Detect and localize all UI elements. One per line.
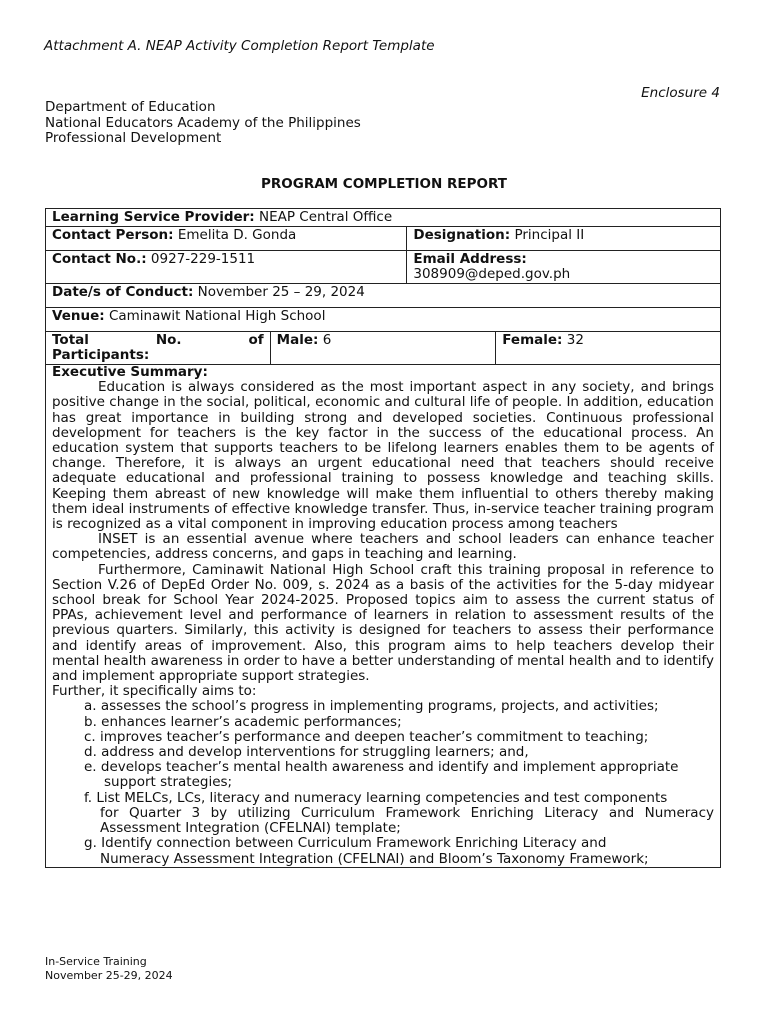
female-cell — [496, 332, 721, 365]
participants-word-1: Total — [52, 332, 89, 348]
participants-word-2: No. — [155, 332, 182, 348]
dates-value: November 25 – 29, 2024 — [197, 284, 365, 300]
provider-row — [46, 209, 721, 227]
objective-item-g: g. Identify connection between Curriculum Framework Enriching Literacy and — [84, 835, 607, 852]
summary-paragraph-2: INSET is an essential avenue where teachers and school leaders can enhance teacher competencies, address concerns, and gaps in teaching and learning. — [52, 531, 714, 563]
page-footer — [45, 955, 173, 983]
objective-item-c: c. improves teacher’s performance and deepen teacher’s commitment to teaching; — [84, 728, 649, 745]
summary-paragraph-3: Furthermore, Caminawit National High School craft this training proposal in reference to Section V.26 of DepEd Order No. 009, s. 2024 as a basis of the activities for the 5-day midyear school break for School Year 2024-2025. Proposed topics aim to assess the current status of PPAs, achievement level and performance of learners in relation to assessment results of the previous quarters. Similarly, this activity is designed for teachers to assess their performance and identify areas of improvement. Also, this program aims to help teachers develop their mental health awareness in order to have a better understanding of mental health and to identify and implement appropriate support strategies. — [52, 561, 714, 685]
summary-heading: Executive Summary: — [52, 364, 208, 380]
objective-item-f-continued: for Quarter 3 by utilizing Curriculum Framework Enriching Literacy and Numeracy Assessment Integration (CFELNAI) template; — [100, 804, 714, 837]
objective-item-e: e. develops teacher’s mental health awareness and identify and implement appropriate — [84, 759, 679, 776]
contact-no-cell — [46, 251, 407, 284]
provider-label: Learning Service Provider: — [52, 209, 255, 225]
dates-cell — [46, 284, 721, 308]
objective-item-g-continued: Numeracy Assessment Integration (CFELNAI) and Bloom’s Taxonomy Framework; — [100, 850, 649, 867]
male-label: Male: — [276, 332, 319, 348]
venue-row — [46, 308, 721, 332]
completion-report-table — [45, 208, 721, 868]
objective-item-a: a. assesses the school’s progress in implementing programs, projects, and activities; — [84, 698, 659, 715]
male-value: 6 — [322, 332, 332, 348]
unit-name: Professional Development — [45, 130, 222, 146]
academy-name: National Educators Academy of the Philippines — [45, 114, 361, 131]
objective-item-f: f. List MELCs, LCs, literacy and numeracy learning competencies and test components — [84, 789, 668, 806]
contact-no-label: Contact No.: — [52, 251, 147, 267]
dates-label: Date/s of Conduct: — [52, 284, 194, 300]
contact-person-value: Emelita D. Gonda — [177, 227, 297, 243]
executive-summary-cell — [46, 365, 721, 868]
venue-value: Caminawit National High School — [108, 308, 326, 324]
designation-cell — [407, 227, 721, 251]
attachment-title: Attachment A. NEAP Activity Completion Report Template — [44, 38, 435, 54]
email-cell — [407, 251, 721, 284]
summary-paragraph-1: Education is always considered as the most important aspect in any society, and brings positive change in the social, political, economic and cultural life of people. In addition, education has great importance in building strong and developed societies. Continuous professional development for teachers is the key factor in the success of the educational process. An education system that supports teachers to be lifelong learners enables them to be agents of change. Therefore, it is always an urgent educational need that teachers should receive adequate educational and professional training to possess knowledge and teaching skills. Keeping them abreast of new knowledge will make them influential to others thereby making them ideal instruments of effective knowledge transfer. Thus, in-service teacher training program is recognized as a vital component in improving education process among teachers — [52, 379, 714, 533]
report-title: PROGRAM COMPLETION REPORT — [260, 176, 508, 192]
summary-row — [46, 365, 721, 868]
objective-item-e-continued: support strategies; — [104, 774, 233, 791]
email-label: Email Address: — [413, 251, 527, 267]
footer-training-dates: November 25-29, 2024 — [45, 969, 173, 982]
organization-block — [45, 100, 361, 147]
contact-person-cell — [46, 227, 407, 251]
contact-person-label: Contact Person: — [52, 227, 174, 243]
participants-row — [46, 332, 721, 365]
summary-paragraph-4: Further, it specifically aims to: — [52, 683, 257, 700]
female-label: Female: — [502, 332, 563, 348]
dates-row — [46, 284, 721, 308]
objectives-list — [52, 699, 714, 866]
designation-value: Principal II — [514, 227, 585, 243]
provider-value: NEAP Central Office — [259, 209, 393, 225]
participants-label-line — [52, 333, 264, 348]
email-value: 308909@deped.gov.ph — [413, 266, 571, 282]
contact-no-value: 0927-229-1511 — [150, 251, 256, 267]
female-value: 32 — [566, 332, 584, 348]
male-cell — [270, 332, 496, 365]
objective-item-b: b. enhances learner’s academic performances; — [84, 713, 402, 730]
enclosure-label: Enclosure 4 — [641, 85, 720, 101]
venue-cell — [46, 308, 721, 332]
participants-label-cell — [46, 332, 271, 365]
participants-word-4: Participants: — [52, 347, 150, 363]
venue-label: Venue: — [52, 308, 105, 324]
contact-person-row — [46, 227, 721, 251]
contact-no-row — [46, 251, 721, 284]
participants-word-3: of — [248, 332, 264, 348]
designation-label: Designation: — [413, 227, 511, 243]
provider-cell — [46, 209, 721, 227]
objective-item-d: d. address and develop interventions for struggling learners; and, — [84, 744, 529, 761]
footer-training-name: In-Service Training — [45, 955, 147, 968]
department-name: Department of Education — [45, 99, 216, 115]
